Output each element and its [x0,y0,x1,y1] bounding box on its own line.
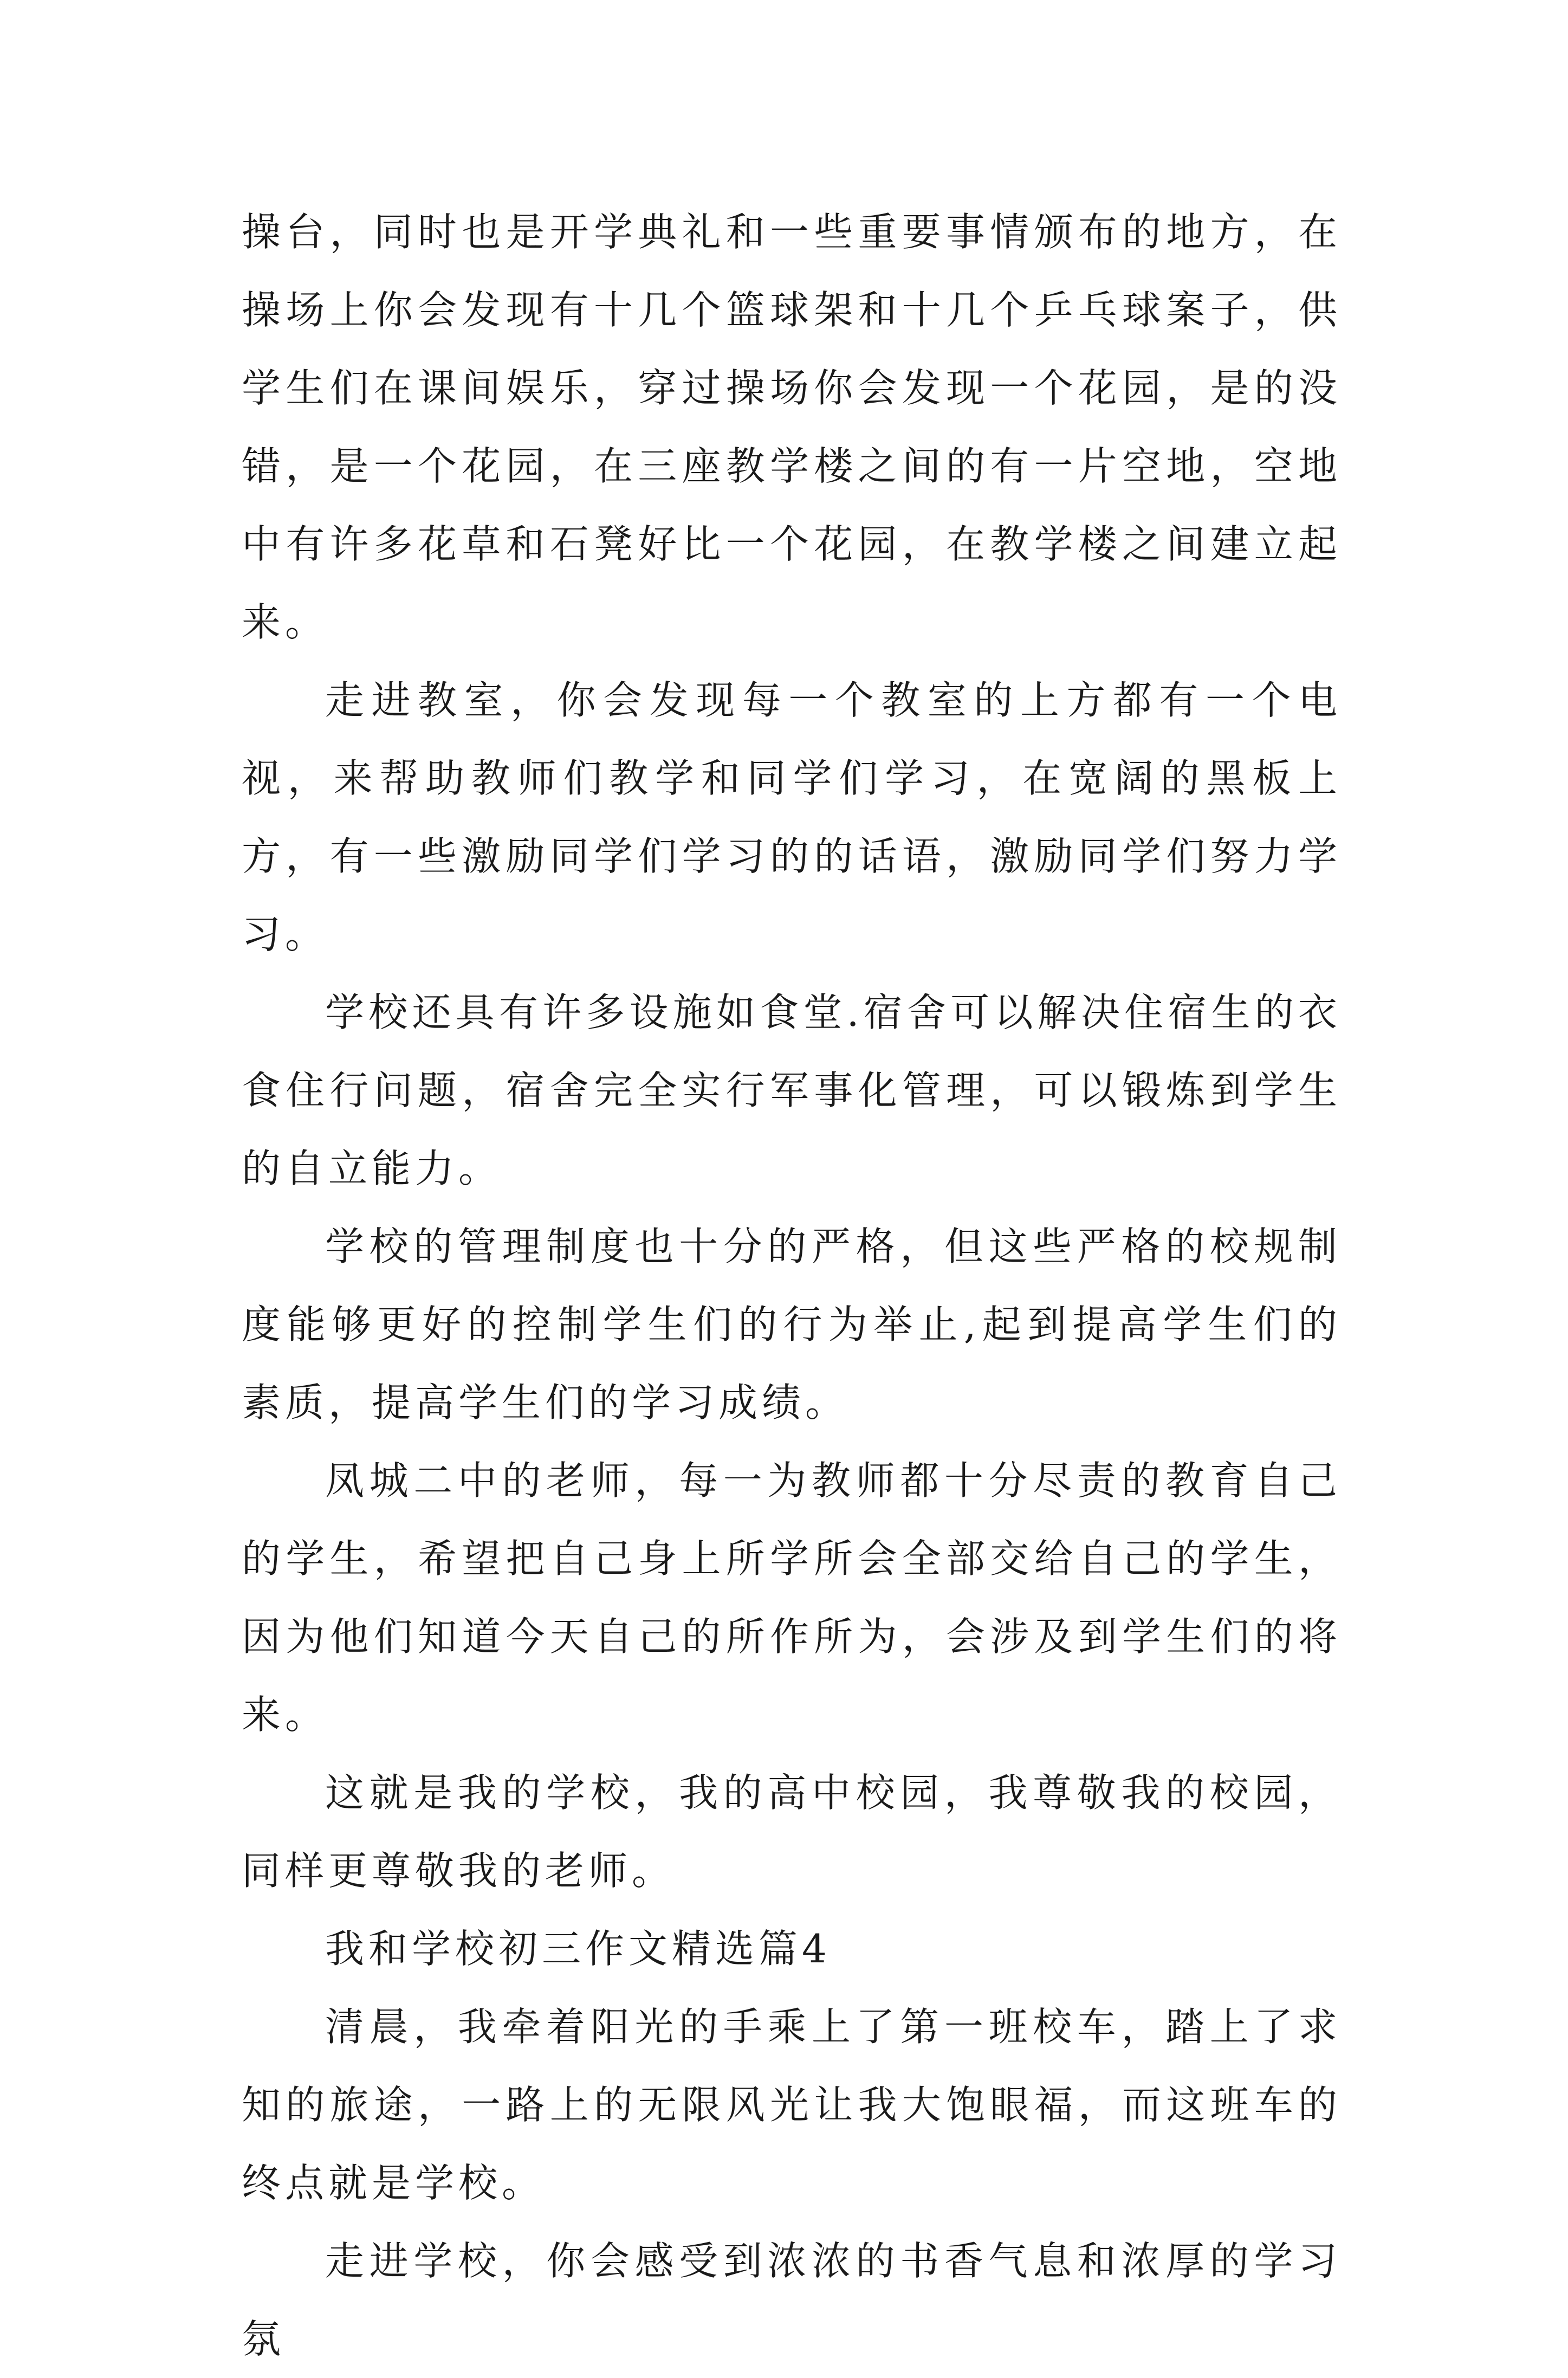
document-body [242,193,1342,2378]
paragraph-4: 学校的管理制度也十分的严格，但这些严格的校规制度能够更好的控制学生们的行为举止,起到提高学生们的素质，提高学生们的学习成绩。 [242,1224,1342,1425]
paragraph-7: 清晨，我牵着阳光的手乘上了第一班校车，踏上了求知的旅途，一路上的无限风光让我大饱眼福，而这班车的终点就是学校。 [242,2004,1342,2206]
paragraph-5: 凤城二中的老师，每一为教师都十分尽责的教育自己的学生，希望把自己身上所学所会全部交给自己的学生，因为他们知道今天自己的所作所为，会涉及到学生们的将来。 [242,1458,1342,1737]
paragraph-8: 走进学校，你会感受到浓浓的书香气息和浓厚的学习氛 [242,2238,1342,2362]
section-heading: 我和学校初三作文精选篇4 [325,1926,831,1972]
paragraph-2: 走进教室，你会发现每一个教室的上方都有一个电视，来帮助教师们教学和同学们学习，在宽阔的黑板上方，有一些激励同学们学习的的话语，激励同学们努力学习。 [242,677,1342,957]
paragraph-1: 操台，同时也是开学典礼和一些重要事情颁布的地方，在操场上你会发现有十几个篮球架和十几个乒乓球案子，供学生们在课间娱乐，穿过操场你会发现一个花园，是的没错，是一个花园，在三座教学楼之间的有一片空地，空地中有许多花草和石凳好比一个花园，在教学楼之间建立起来。 [242,209,1342,645]
paragraph-6: 这就是我的学校，我的高中校园，我尊敬我的校园，同样更尊敬我的老师。 [242,1770,1342,1894]
paragraph-3: 学校还具有许多设施如食堂.宿舍可以解决住宿生的衣食住行问题，宿舍完全实行军事化管理，可以锻炼到学生的自立能力。 [242,990,1342,1191]
